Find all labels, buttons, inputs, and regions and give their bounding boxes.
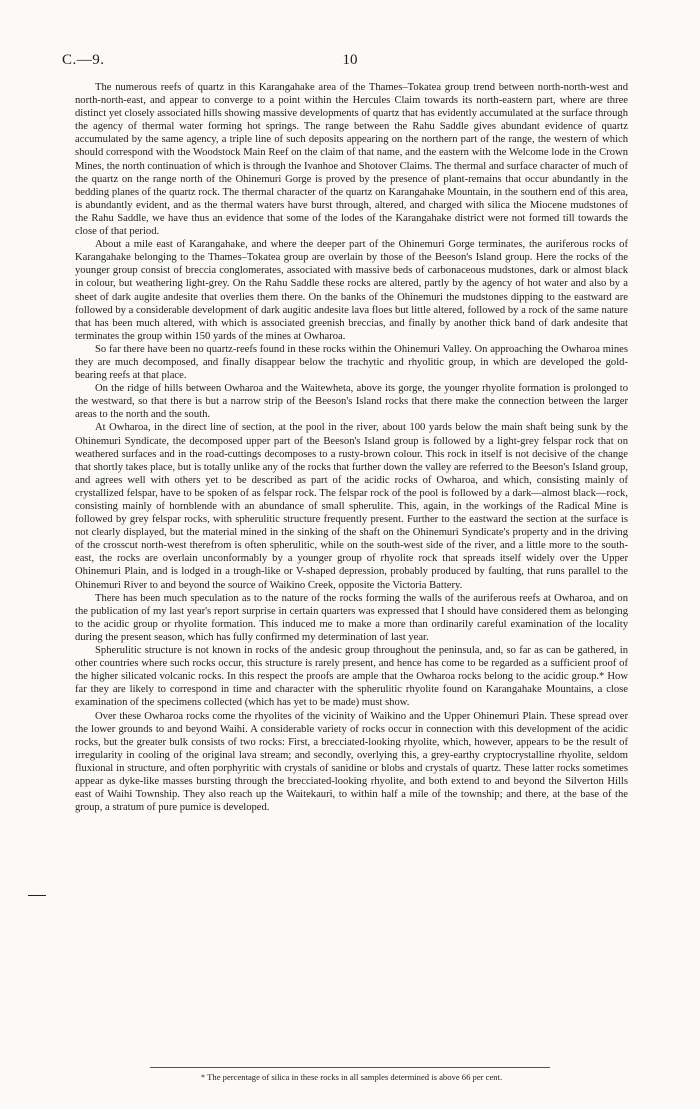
paragraph: At Owharoa, in the direct line of section, at the pool in the river, about 100 yards below the main shaft being sunk by the Ohinemuri Syndicate, the decomposed upper part of the Beeson's Island group is followed by a light-grey felspar rock that on weathered surfaces and in the road-cuttings decomposes to a rusty-brown colour. This rock in itself is not decisive of the change that shortly takes place, but is totally unlike any of the rocks that further down the valley are referred to the Beeson's Island group, and agrees well with others yet to be described as part of the acidic rocks of Owharoa, and which, consisting mainly of crystallized felspar, have to be spoken of as felspar rock. The felspar rock of the pool is followed by a dark—almost black—rock, consisting mainly of hornblende with an abundance of small spherulite. This, again, in the workings of the Radical Mine is followed by grey felspar rocks, with spherulitic structure frequently present. Further to the eastward the section at the surface is not clearly displayed, but the material mined in the sinking of the shaft on the Ohinemuri Syndicate's property and in the driving of the crosscut north-west therefrom is often spherulitic, while on the south-west side of the river, and a little more to the south-east, the rocks are overlain unconformably by a younger group of rhyolite rock that spreads itself widely over the Upper Ohinemuri Plain, and is lodged in a trough-like or V-shaped depression, probably produced by faulting, that runs parallel to the Ohinemuri River to and beyond the source of Waikino Creek, opposite the Victoria Battery. [75, 422, 628, 591]
footnote: * The percentage of silica in these rocks in all samples determined is above 66 per cent. [200, 1072, 503, 1082]
paragraph: Spherulitic structure is not known in rocks of the andesic group throughout the peninsula, and, so far as can be gathered, in other countries where such rocks occur, this structure is rarely present, and hence has come to be regarded as a sufficient proof of the higher silicated volcanic rocks. In this respect the proofs are ample that the Owharoa rocks belong to the acidic group.* How far they are likely to correspond in time and character with the spherulitic rhyolite found on Karangahake Mountains, a close examination of the specimens collected (which has yet to be made) must show. [75, 645, 628, 709]
page-number: 10 [342, 52, 358, 68]
body-text [75, 81, 628, 814]
paragraph: Over these Owharoa rocks come the rhyolites of the vicinity of Waikino and the Upper Ohinemuri Plain. These spread over the lower grounds to and beyond Waihi. A considerable variety of rocks occur in connection with this development of the acidic rocks, but the greater bulk consists of two rocks: First, a brecciated-looking rhyolite, which, however, appears to be the result of irregularity in cooling of the original lava stream; and secondly, overlying this, a grey-earthy cryptocrystalline rhyolite, seldom fluxional in structure, and often porphyritic with crystals of sanidine or blobs and crystals of quartz. These latter rocks sometimes appear as dyke-like masses bursting through the brecciated-looking rhyolite, and both extend to and beyond the Silverton Hills east of Waihi Township. They also reach up the Waitekauri, to within half a mile of the township; and there, at the base of the group, a stratum of pure pumice is developed. [75, 710, 628, 814]
document-code: C.—9. [62, 52, 105, 68]
footnote-rule [150, 1067, 550, 1068]
paragraph: The numerous reefs of quartz in this Karangahake area of the Thames–Tokatea group trend between north-north-west and north-north-east, and appear to converge to a point within the Hercules Claim towards its north-eastern part, where are three distinct yet closely associated hills showing massive developments of quartz that has evidently accumulated at the surface through the agency of thermal water forming hot springs. The range between the Rahu Saddle gives abundant evidence of quartz accumulated by the same agency, a triple line of such deposits appearing on the northern part of the range, the western of which should correspond with the Woodstock Main Reef on the claim of that name, and the eastern with the Welcome lode in the Crown Mines, the north continuation of which is through the Ivanhoe and Shotover Claims. The thermal and surface character of much of the quartz on the range north of the Ohinemuri Gorge is proved by the presence of plant-remains that occur abundantly in the bedding planes of the quartz rock. The thermal character of the quartz on Karangahake Mountain, in the southern end of this area, is abundantly evident, and as the thermal waters have burst through, altered, and charged with silica the Miocene mudstones of the Rahu Saddle, we have thus an evidence that some of the lodes of the Karangahake district were not formed till towards the close of that period. [75, 82, 628, 238]
margin-mark [28, 895, 46, 896]
paragraph: So far there have been no quartz-reefs found in these rocks within the Ohinemuri Valley. On approaching the Owharoa mines they are much decomposed, and finally disappear below the trachytic and rhyolitic group, in which are developed the gold-bearing reefs at that place. [75, 343, 628, 382]
paragraph: About a mile east of Karangahake, and where the deeper part of the Ohinemuri Gorge terminates, the auriferous rocks of Karangahake belonging to the Thames–Tokatea group are overlain by those of the Beeson's Island group. Here the rocks of the younger group consist of breccia conglomerates, associated with massive beds of carbonaceous mudstones, dark or almost black in colour, but weathering light-grey. On the Rahu Saddle these rocks are altered, partly by the agency of hot water and also by a sheet of dark augite andesite that overlies them there. On the banks of the Ohinemuri the mudstones dipping to the eastward are followed by a considerable development of dark augitic andesite lava floes but little altered, followed by a rock of the same nature that has been much altered, with which is associated greenish breccias, and finally by another thick band of dark andesite that terminates the group within 150 yards of the mines at Owharoa. [75, 239, 628, 342]
paragraph: There has been much speculation as to the nature of the rocks forming the walls of the auriferous reefs at Owharoa, and on the publication of my last year's report surprise in certain quarters was expressed that I should have considered them as belonging to the acidic group or rhyolite formation. This induced me to make a more than ordinarily careful examination of the locality during the present season, which has fully confirmed my determination of last year. [75, 592, 628, 643]
page-header [62, 52, 638, 74]
paragraph: On the ridge of hills between Owharoa and the Waitewheta, above its gorge, the younger rhyolite formation is prolonged to the westward, so that there is but a narrow strip of the Beeson's Island rocks that there make the connection between the larger areas to the north and the south. [75, 383, 628, 421]
